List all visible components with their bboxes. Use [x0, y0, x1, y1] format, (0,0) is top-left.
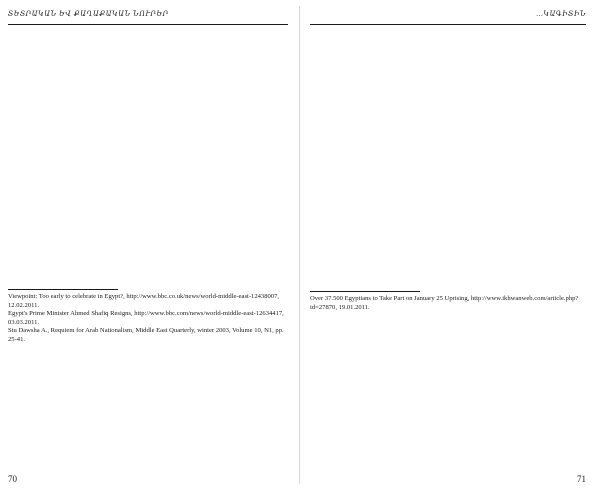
right-footnote-rule	[310, 291, 420, 292]
right-footnotes	[310, 295, 586, 479]
right-page	[300, 0, 600, 490]
right-page-number: 71	[577, 474, 586, 484]
right-header-rule	[310, 24, 586, 25]
footnote: Over 37.500 Egyptians to Take Part on January 25 Uprising, http://www.ikhwanweb.com/article.php?id=27870, 19.01.2011.	[310, 295, 579, 311]
left-footnote-rule	[8, 289, 118, 290]
left-header-rule	[8, 24, 288, 25]
right-body-text	[310, 31, 586, 291]
footnote: Stu Dawsha A., Requiem for Arab Nationalism, Middle East Quarterly, winter 2003, Volume 10, N1, pp. 25-41.	[8, 327, 284, 343]
left-running-head: ՏԵՏՐԱԿԱՆ ԵՎ ՔԱՂԱՔԱԿԱՆ ՆՈՒՐԵՐ	[8, 10, 169, 18]
right-running-head: …ԿԱԳԻՏԻՆ	[536, 10, 586, 18]
footnote: Egypt's Prime Minister Ahmed Shafiq Resigns, http://www.bbc.com/news/world-middle-east-12634417, 03.03.2011.	[8, 310, 284, 326]
left-body-text	[8, 31, 288, 289]
left-page-number: 70	[8, 474, 17, 484]
footnote: Viewpoint: Too early to celebrate in Egypt?, http://www.bbc.co.uk/news/world-middle-east-12438007, 12.02.2011.	[8, 293, 280, 309]
left-footnotes	[8, 293, 288, 477]
